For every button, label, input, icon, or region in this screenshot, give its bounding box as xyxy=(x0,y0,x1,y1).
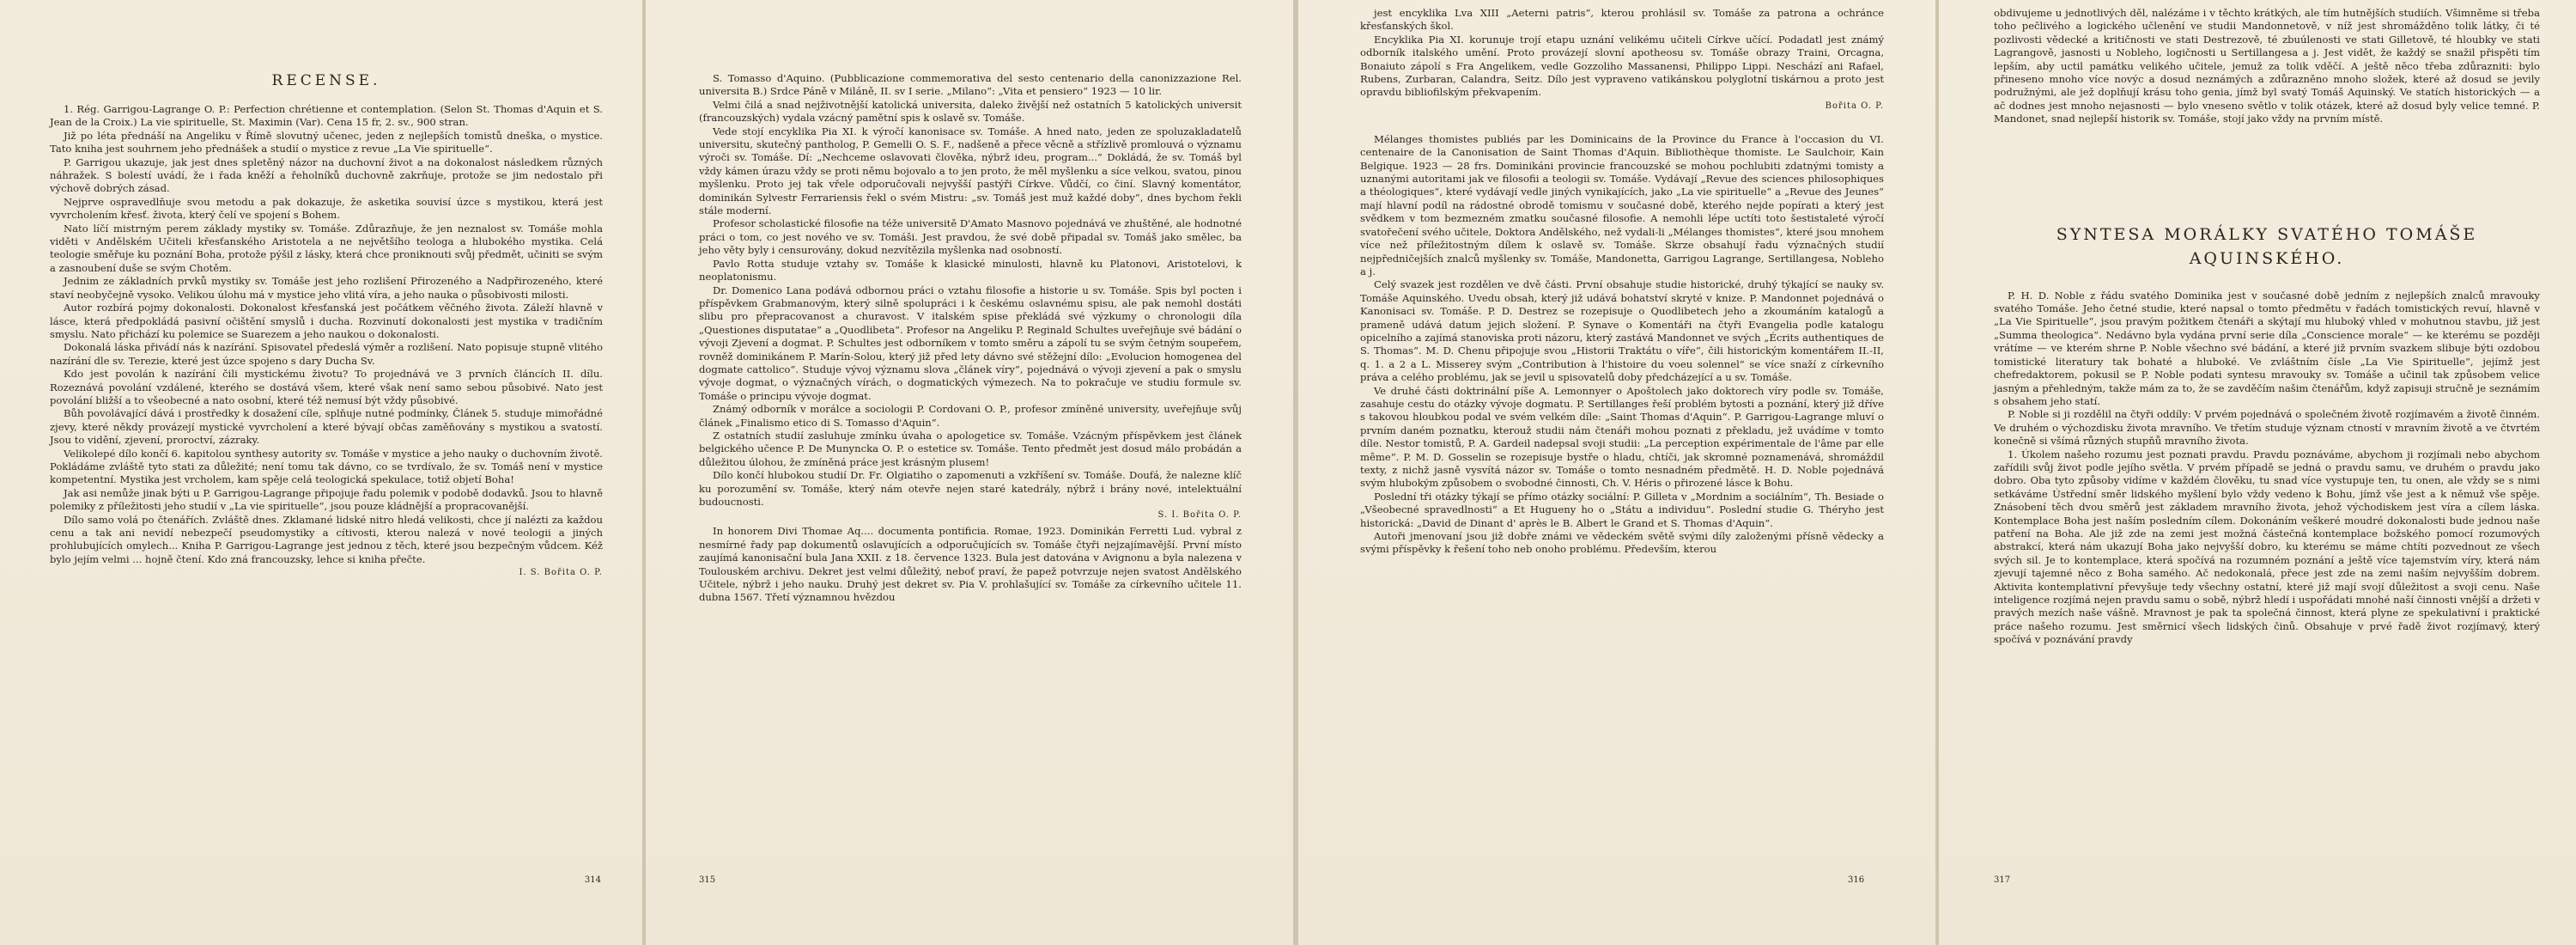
paragraph: Profesor scholastické filosofie na téže universitě D'Amato Masnovo pojednává ve zhuštěné, ale hodnotné práci o tom, co jest nového ve sv. Tomáši. Jest pravdou, že své době připadal sv. Tomáš jako smělec, ba jeho věty byly i censurovány, dokud nezvítězila myšlenka nad osobností. xyxy=(699,217,1242,257)
review-text xyxy=(699,72,1242,509)
paragraph: In honorem Divi Thomae Aq.... documenta pontificia. Romae, 1923. Dominikán Ferretti Lud. vybral z nesmírné řady pap dokumentů oslavujících a odporučujících sv. Tomáše čtyři nejzajímavější. První místo zaujímá kanonisační bula Jana XXII. z 18. července 1323. Bula jest datována v Avignonu a byla nalezena v Toulouském archivu. Dekret jest velmi důležitý, neboť praví, že papež potvrzuje nejen svatost Andělského Učitele, nýbrž i jeho nauku. Druhý jest dekret sv. Pia V. prohlašující sv. Tomáše za církevního učitele 11. dubna 1567. Třetí významnou hvězdou xyxy=(699,525,1242,604)
paragraph: Jak asi nemůže jinak býti u P. Garrigou-Lagrange připojuje řadu polemik v podobě dodavků. Jsou to hlavně polemiky z příležitosti jeho studií v „La vie spirituelle“, jsou pouze kládnější a propracovanější. xyxy=(50,486,603,513)
paragraph: P. H. D. Noble z řádu svatého Dominika jest v současné době jedním z nejlepších znalců mravouky svatého Tomáše. Jeho četné studie, které napsal o tomto předmětu v řadách tomistických revuí, hlavně v „La Vie Spirituelle“, jsou pravým požitkem čtenáři a skýtají mu hluboký vhled v mohutnou stavbu, již jest „Summa theologica“. Nedávno byla vydána první serie díla „Conscience morale“ — ke kterému se později vrátíme — ve kterém shrne P. Noble všechno své bádání, a které již prvním svazkem slibuje býti ozdobou tomistické literatury tak bohaté a hluboké. Ve zvláštním čísle „La Vie Spirituelle“, jejímž jest chefredaktorem, pokusil se P. Noble podati syntesu mravouky sv. Tomáše a učinil tak způsobem velice jasným a přehledným, takže mám za to, že se zavděčím našim čtenářům, když zapisuji stručně je seznámím s obsahem jeho statí. xyxy=(1994,289,2540,407)
review-signature: S. I. Bořita O. P. xyxy=(1157,510,1242,521)
paragraph: S. Tomasso d'Aquino. (Pubblicazione commemorativa del sesto centenario della canonizzazione Rel. universita B.) Srdce Páně v Miláně, II. sv I serie. „Milano“: „Vita et pensiero“ 1923 — 10 lir. xyxy=(699,72,1242,98)
paragraph: Jednim ze základních prvků mystiky sv. Tomáše jest jeho rozlišení Přirozeného a Nadpřirozeného, které staví neobyčejně vysoko. Velikou úlohu má v mystice jeho vlitá víra, a jeho nauka o působivosti milosti. xyxy=(50,275,603,301)
page-number: 316 xyxy=(1848,875,1865,885)
paragraph: Z ostatních studií zasluhuje zmínku úvaha o apologetice sv. Tomáše. Vzácným příspěvkem jest článek belgického učence P. De Munyncka O. P. o estetice sv. Tomáše. Tento předmět jest dosud málo probádán a důležitou úlohou, že zmíněná práce jest krásným plusem! xyxy=(699,429,1242,468)
paragraph: Autor rozbírá pojmy dokonalosti. Dokonalost křesťanská jest počátkem věčného života. Záleží hlavně v lásce, která předpokládá pasivní očištění smyslů i ducha. Rozvinutí dokonalosti jest mystika v tradičním smyslu. Nato přichází ku polemice se Suarezem a jeho naukou o dokonalosti. xyxy=(50,302,603,340)
paragraph: Mélanges thomistes publiés par les Dominicains de la Province du France à l'occasion du VI. centenaire de la Canonisation de Saint Thomas d'Aquin. Bibliothèque thomiste. Le Saulchoir, Kain Belgique. 1923 — 28 frs. Dominikáni provincie francouzské se mohou pochlubiti zdatnými tomisty a uznanými autoritami jak ve filosofii a teologii sv. Tomáše. Vydávají „Revue des sciences philosophiques a théologiques“, které vydávají vedle jiných vynikajících, jako „La vie spirituelle“ a „Revue des Jeunes“ mají hlavní podíl na rádostné obrodě tomismu v současné době, kterého nejde popírati a který jest svědkem v tom bezmezném zmatku současné filosofie. A nemohli lépe uctíti toto šestistaleté výročí svatořečení svého učitele, Doktora Andělského, než vydali-li „Mélanges thomistes“, které jsou mnohem více než příležitostným dílem k oslavě sv. Tomáše. Skrze obsahují řadu význačných studií nejpředničejších znalců myšlenky sv. Tomáše, Mandonetta, Garrigou Lagrange, Sertillangesa, Nobleho a j. xyxy=(1360,132,1884,277)
paragraph: Kdo jest povolán k nazírání čili mystickému životu? To projednává ve 3 prvních článcích II. dílu. Rozeznává povolání vzdálené, kterého se dostává všem, které však není samo sebou působivé. Nato jest povolání bližší a to všeobecné a nato osobní, které též nemusí být vždy působivé. xyxy=(50,368,603,406)
paragraph: Vede stojí encyklika Pia XI. k výročí kanonisace sv. Tomáše. A hned nato, jeden ze spoluzakladatelů universitu, skutečný pantholog, P. Gemelli O. S. F., nadšeně a přece věcně a střízlivě promlouvá o významu výroči sv. Tomáše. Dí: „Nechceme oslavovati člověka, nýbrž ideu, program...“ Dokládá, že sv. Tomáš byl vždy kámen úrazu vždy se proti němu bojovalo a to jen proto, že měl myšlenku a síce velkou, svatou, pinou myšlenku. Proto jej tak vřele odporučovali nejvyšší pastýři Církve. Vůdčí, co činí. Slavný komentátor, dominikán Sylvestr Ferrariensis řekl o svém Mistru: „sv. Tomáš jest muž každé doby“, dnes bychom řekli stále moderní. xyxy=(699,125,1242,217)
page-315 xyxy=(646,0,1295,945)
section-heading-recense: RECENSE. xyxy=(271,72,381,89)
review-text xyxy=(1360,7,1884,100)
paragraph: obdivujeme u jednotlivých děl, nalézáme i v těchto krátkých, ale tím hutnějších studiích. Všimněme si třeba toho pečlivého a logického učlenění ve studii Mandonnetově, v níž jest shromážděno tolik látky, či té pozlivosti vědecké a kritičnosti ve stati Destrezově, té zbuúlenosti ve stati Gilletově, té hloubky ve stati Lagrangově, jasnosti u Nobleho, logičnosti u Sertillangesa a j. Jest vidět, že každý se snažil přispěti tím lepším, aby uctil památku velikého učitele, jemuž za tolik vděčí. A ještě něco třeba zdůrazniti: bylo přineseno mnoho více novýc a dosud neznámých a zdůrazněno mnoho složek, které až dosud se jevily podružnými, ale jež doplňují krásu toho genia, jímž byl svatý Tomáš Aquinský. Ve statích historických — a ač dodnes jest mnoho nejasnosti — bylo vneseno světlo v tolik otázek, které až dosud byly velice temné. P. Mandonet, snad nejlepší historik sv. Tomáše, stojí jako vždy na prvním místě. xyxy=(1994,7,2540,125)
review-signature: I. S. Bořita O. P. xyxy=(519,568,603,578)
paragraph: Bůh povolávající dává i prostředky k dosažení cíle, splňuje nutné podmínky, Článek 5. studuje mimořádné zjevy, které někdy provázejí mystické vyvrcholení a které bývají občas zaměňovány s mystikou a svatostí. Jsou to vidění, zjevení, proroctví, zázraky. xyxy=(50,407,603,447)
page-316 xyxy=(1298,0,1935,945)
paragraph: Velikolepé dílo končí 6. kapitolou synthesy autority sv. Tomáše v mystice a jeho nauky o duchovním životě. Pokládáme zvláště tyto stati za důležité; není tomu tak dávno, co se tvrdívalo, že sv. Tomáš není v mystice kompetentní. Mystika jest vrcholem, kam spěje celá teologická spekulace, totiž objetí Boha! xyxy=(50,447,603,486)
paragraph: Encyklika Pia XI. korunuje trojí etapu uznání velikému učiteli Církve učící. Podadatl jest známý odborník italského umění. Proto provázejí slovní apotheosu sv. Tomáše obrazy Traini, Orcagna, Bonaiuto zápolí s Fra Angelikem, vedle Gozzoliho Massanensi, Philippo Lippi. Neschází ani Rafael, Rubens, Zurbaran, Calandra, Seitz. Dílo jest vypraveno vatikánskou polyglotní tiskárnou a proto jest opravdu bibliofilským překvapením. xyxy=(1360,33,1884,99)
paragraph: P. Garrigou ukazuje, jak jest dnes spletěný názor na duchovní život a na dokonalost následkem různých náhražek. S bolestí uvádí, že i řada kněží a řeholníků duchovně zakrňuje, protože se jim nedostalo při výchově dobrých zásad. xyxy=(50,155,603,195)
article-heading-line: SYNTESA MORÁLKY SVATÉHO TOMÁŠE xyxy=(2056,224,2478,244)
page-number: 315 xyxy=(699,875,716,885)
paragraph: Dílo samo volá po čtenářích. Zvláště dnes. Zklamané lidské nitro hledá velikosti, chce jí nalézti za každou cenu a tak ani nevidí nebezpečí pseudomystiky a cítivosti, kterou nalezá v nové teologii a jiných prohlubujících omylech... Kniha P. Garrigou-Lagrange jest jednou z těch, které jsou bezpečným vůdcem. Kéž bylo jejím velmi ... hojně čtení. Kdo zná francouzsky, lehce si kniha přečte. xyxy=(50,513,603,565)
page-number: 314 xyxy=(584,875,601,885)
page-number: 317 xyxy=(1994,875,2011,885)
review-text xyxy=(699,525,1242,604)
paragraph: Nejprve ospravedlňuje svou metodu a pak dokazuje, že asketika souvisí úzce s mystikou, která jest vyvrcholením křesť. života, který čelí ve spojení s Bohem. xyxy=(50,195,603,222)
article-heading xyxy=(1994,223,2540,271)
paragraph: Ve druhé části doktrinální píše A. Lemonnyer o Apoštolech jako doktorech víry podle sv. Tomáše, zasahuje cestu do otázky vývoje dogmatu. P. Sertillanges řeší problém bytosti a poznání, který již dříve s takovou hloubkou podal ve svém velkém díle: „Saint Thomas d'Aquin“. P. Garrigou-Lagrange mluví o prvním daném poznatku, kterouž studii nám čtenáři mohou poznati z překladu, jež uvádíme v tomto díle. Nestor tomistů, P. A. Gardeil nadepsal svoji studii: „La perception expérimentale de l'âme par elle même“. P. M. D. Gosselin se rozepisuje bystře o hladu, chtíči, jak skromné poznamenává, shromáždil texty, z nichž jasně vysvítá názor sv. Tomáše o tomto nesnadném předmětě. H. D. Noble pojednává svým hlubokým způsobem o svobodné činnosti, Ch. V. Héris o přirozené lásce k Bohu. xyxy=(1360,384,1884,490)
paragraph: 1. Rég. Garrigou-Lagrange O. P.: Perfection chrétienne et contemplation. (Selon St. Thomas d'Aquin et S. Jean de la Croix.) La vie spirituelle, St. Maximin (Var). Cena 15 fr, 2. sv., 900 stran. xyxy=(50,103,603,129)
paragraph: Poslední tři otázky týkají se přímo otázky sociální: P. Gilleta v „Mordnim a sociálním“, Th. Besiade o „Všeobecné spravedlnosti“ a Et Hugueny ho o „Státu a individuu“. Poslední studie G. Théryho jest historická: „David de Dinant d' après le B. Albert le Grand et S. Thomas d'Aquin“. xyxy=(1360,490,1884,529)
review-text xyxy=(1994,7,2540,126)
article-heading-line: AQUINSKÉHO. xyxy=(2189,248,2345,268)
paragraph: Velmi čilá a snad nejživotnější katolická universita, daleko živější než ostatních 5 katolických universit (francouzských) vydala vzácný pamětní spis k oslavě sv. Tomáše. xyxy=(699,98,1242,125)
paragraph: Pavlo Rotta studuje vztahy sv. Tomáše k klasické minulosti, hlavně ku Platonovi, Aristotelovi, k neoplatonismu. xyxy=(699,257,1242,284)
review-signature: Bořita O. P. xyxy=(1825,101,1884,111)
paragraph: jest encyklika Lva XIII „Aeterni patris“, kterou prohlásil sv. Tomáše za patrona a ochránce křesťanských škol. xyxy=(1360,7,1884,33)
paragraph: Již po léta přednáší na Angeliku v Římě slovutný učenec, jeden z nejlepších tomistů dneška, o mystice. Tato kniha jest souhrnem jeho přednášek a studií o mystice z revue „La Vie spirituelle“. xyxy=(50,129,603,155)
page-317 xyxy=(1939,0,2576,945)
paragraph: Celý svazek jest rozdělen ve dvě části. První obsahuje studie historické, druhý týkající se nauky sv. Tomáše Aquinského. Uvedu obsah, který již udává bohatství skryté v knize. P. Mandonnet pojednává o Kanonisaci sv. Tomáše. P. D. Destrez se rozepisuje o Quodlibetech jeho a zkoumáním katalogů a prameně udává datum jejich složení. P. Synave o Komentáři na čtyři Evangelia podle katalogu opicelního a zajímá stanoviska proti názoru, který zastává Mandonnet ve svých „Écrits authentiques de S. Thomas“. M. D. Chenu připojuje svou „Historii Traktátu o víře“, čili historickým komentářem II.-II, q. 1. a 2 a L. Misserey svým „Contribution à l'histoire du voeu solennel“ se více snaží z církevního práva a celého problému, jak se jevil u spisovatelů doby předcházející a u sv. Tomáše. xyxy=(1360,278,1884,384)
paragraph: Dr. Domenico Lana podává odbornou práci o vztahu filosofie a historie u sv. Tomáše. Spis byl pocten i příspěvkem Grabmanovým, který silně spolupráci i k českému oslavnému spisu, ale pak nemohl dostáti slibu pro přepracovanost a churavost. V italském spise překládá své výzkumy o chronologii díla „Questiones disputatae“ a „Quodlibeta“. Profesor na Angeliku P. Reginald Schultes uveřejňuje své bádání o vývoji Zjevení a dogmat. P. Schultes jest odborníkem v tomto směru a zápolí tu se svým četným soupeřem, rovněž dominikánem P. Marín-Solou, který již před lety dávno své stěžejní dílo: „Evolucion homogenea del dogmate cattolico“. Studuje vývoj významu slova „článek víry“, pojednává o vývoji zjevení a pak o smyslu vývoje dogmat, o význačných vírách, o dogmatických výmezech. Na to pokračuje ve studiu formule sv. Tomáše o principu vývoje dogmat. xyxy=(699,284,1242,402)
review-text xyxy=(1360,133,1884,557)
article-text xyxy=(1994,290,2540,647)
paragraph: 1. Úkolem našeho rozumu jest poznati pravdu. Pravdu poznáváme, abychom ji rozjímali nebo abychom zařídili svůj život podle jejího světla. V prvém případě se jedná o pravdu samu, ve druhém o pravdu jako dobro. Oba tyto způsoby vidíme v každém člověku, tu snad více vystupuje ten, tu onen, ale vždy se s nimi setkáváme Ústřední směr lidského myšlení bylo vždy vedeno k Bohu, jímž vše jest a k němuž vše spěje. Znásobení těch dvou směrů jest základem mravního života, jehož východiskem jest víra a cílem láska. Kontemplace Boha jest naším posledním cílem. Dokonáním veškeré moudré dokonalosti bude jednou naše patření na Boha. Ale již zde na zemi jest možná částečná kontemplace božského pomocí rozumových abstrakcí, která nám ukazují Boha jako nejvyšší dobro, ku kterému se máme chtíti pozvednout ze všech svých sil. Je to kontemplace, která spočívá na rozumném poznání a ještě více tajemstvím víry, která nám zjevují tajemné něco z Boha samého. Ač nedokonalá, přece jest zde na zemi naším nejvyšším dobrem. Aktivita kontemplativní převyšuje tedy všechny ostatní, které již mají svojí důležitost a svoji cenu. Naše inteligence rozjímá nejen pravdu samu o sobě, nýbrž hledí i uspořádati mnohé naší činnosti vnější a držeti v pravých mezích naše vášně. Mravnost je pak ta společná činnost, která plyne ze spekulativní i praktické práce našeho rozumu. Jest směrnicí všech lidských činů. Obsahuje v prvé řadě život rozjímavý, který spočívá v poznávání pravdy xyxy=(1994,448,2540,646)
page-314 xyxy=(0,0,642,945)
review-text xyxy=(50,103,603,566)
paragraph: Nato líčí mistrným perem základy mystiky sv. Tomáše. Zdůrazňuje, že jen neznalost sv. Tomáše mohla viděti v Andělském Učiteli křesťanského Aristotela a ne největšího teologa a hlubokého mystika. Celá teologie směřuje ku poznání Boha, protože pýšil z lásky, která chce proniknouti svůj předmět, učiniti se svým a zasnoubení duše se svým Chotěm. xyxy=(50,222,603,274)
paragraph: P. Noble si ji rozdělil na čtyři oddíly: V prvém pojednává o společném životě rozjímavém a životě činném. Ve druhém o výchozdisku života mravního. Ve třetím studuje význam ctností v mravním životě a ve čtvrtém konečně si všímá různých stupňů mravního života. xyxy=(1994,408,2540,448)
paragraph: Dílo končí hlubokou studií Dr. Fr. Olgiatiho o zapomenuti a vzkříšení sv. Tomáše. Doufá, že nalezne klíč ku porozumění sv. Tomáše, který nám otevře nejen staré katedrály, nýbrž i brány nové, intelektuální budoucnosti. xyxy=(699,469,1242,508)
paragraph: Autoři jmenovaní jsou již dobře známi ve vědeckém světě svými díly založenými přísně vědecky a svými příspěvky k řešení toho neb onoho problému. Především, kterou xyxy=(1360,530,1884,556)
paragraph: Známý odborník v morálce a sociologii P. Cordovani O. P., profesor zmíněné university, uveřejňuje svůj článek „Finalismo etico di S. Tomasso d'Aquin“. xyxy=(699,403,1242,429)
paragraph: Dokonalá láska přivádí nás k nazírání. Spisovatel předeslá výměr a rozlišení. Nato popisuje stupně vlitého nazírání dle sv. Terezie, které jest úzce spojeno s dary Ducha Sv. xyxy=(50,341,603,367)
